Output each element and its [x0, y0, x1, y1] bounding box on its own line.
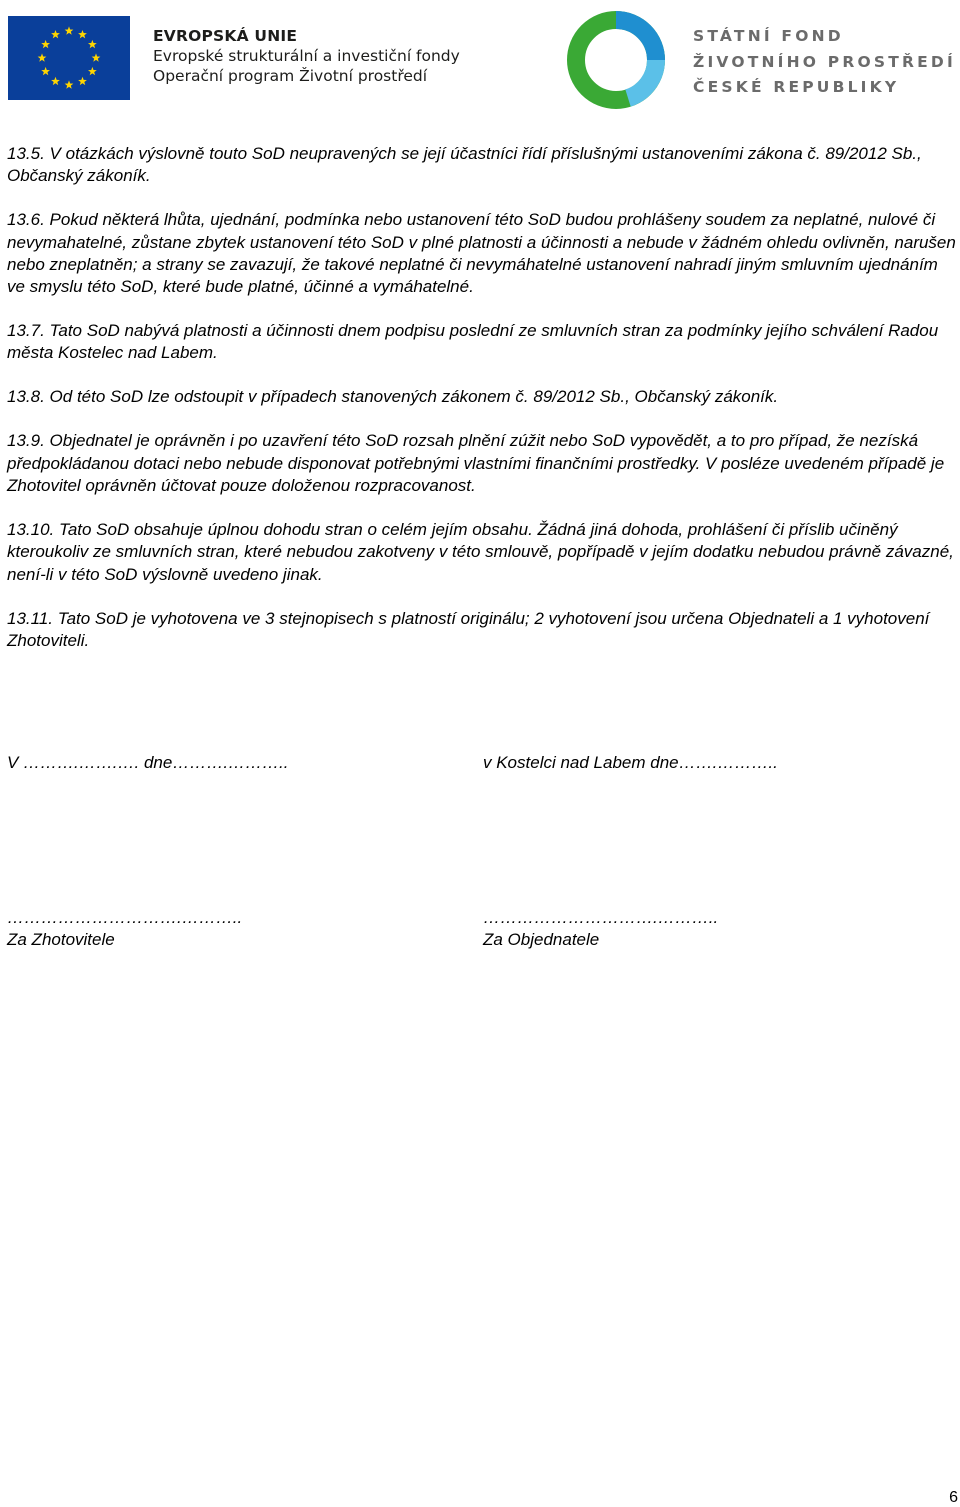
clause-text: Objednatel je oprávněn i po uzavření této SoD rozsah plnění zúžit nebo SoD vypovědět, a to pro případ, že nezíská předpokládanou dotaci nebo nebude disponovat potřebnými vlastními finančními prostředky. V posléze uvedeném případě je Zhotovitel oprávněn účtovat pouze doloženou rozpracovanost. — [7, 431, 945, 496]
page-number: 6 — [949, 1489, 958, 1506]
eu-title: EVROPSKÁ UNIE — [153, 27, 298, 45]
sfzp-ring-logo — [566, 10, 666, 110]
eu-logo-text — [153, 27, 460, 86]
signature-label-client: Za Objednatele — [483, 930, 600, 949]
clause-13-10 — [7, 519, 957, 586]
clause-text: V otázkách výslovně touto SoD neupravených se její účastníci řídí příslušnými ustanoveními zákona č. 89/2012 Sb., Občanský zákoník. — [7, 144, 922, 186]
place-date-client: v Kostelci nad Labem dne…….……….. — [483, 753, 778, 772]
clause-number: 13.6. — [7, 210, 45, 230]
clause-number: 13.11. — [7, 608, 54, 628]
clause-text: Od této SoD lze odstoupit v případech stanovených zákonem č. 89/2012 Sb., Občanský zákoník. — [49, 387, 779, 407]
eu-subtitle: Evropské strukturální a investiční fondy — [153, 47, 460, 65]
signature-line-contractor: ………………………….……….. — [7, 908, 243, 927]
clause-13-11 — [7, 608, 957, 653]
clause-number: 13.5. — [7, 144, 45, 163]
clause-text: Tato SoD nabývá platnosti a účinnosti dnem podpisu poslední ze smluvních stran za podmínky jejího schválení Radou města Kostelec nad Labem. — [7, 321, 939, 363]
clause-text: Tato SoD je vyhotovena ve 3 stejnopisech s platností originálu; 2 vyhotovení jsou určena Objednateli a 1 vyhotovení Zhotoviteli. — [7, 608, 930, 650]
eu-program: Operační program Životní prostředí — [153, 67, 428, 85]
signature-line-client: ………………………….……….. — [483, 908, 719, 927]
place-date-contractor: V ……….…….…. dne……….……….. — [7, 753, 289, 772]
sfzp-logo-text — [693, 24, 956, 101]
clause-text: Tato SoD obsahuje úplnou dohodu stran o celém jejím obsahu. Žádná jiná dohoda, prohlášení či příslib učiněný kteroukoliv ze smluvních stran, které nebudou zakotveny v této smlouvě, popřípadě v jejím dodatku nebudou právně závazné, není-li v této SoD výslovně uvedeno jinak. — [7, 520, 954, 584]
clause-13-7 — [7, 320, 957, 365]
clause-text: Pokud některá lhůta, ujednání, podmínka nebo ustanovení této SoD budou prohlášeny soudem za neplatné, nulové či nevymahatelné, zůstane zbytek ustanovení této SoD v plné platnosti a účinnosti a nebude v žádném ohledu ovlivněn, narušen nebo zneplatněn; a strany se zavazují, že takové neplatné či nevymáhatelné ustanovení nahradí jiným smluvním ujednáním ve smyslu této SoD, které bude platné, účinné a vymáhatelné. — [7, 210, 956, 297]
clause-number: 13.10. — [7, 520, 55, 539]
clause-number: 13.8. — [7, 387, 45, 407]
sfzp-line-3: ČESKÉ REPUBLIKY — [693, 78, 900, 96]
sfzp-line-1: STÁTNÍ FOND — [693, 27, 844, 45]
clause-13-6 — [7, 209, 957, 298]
clause-13-8 — [7, 386, 957, 408]
eu-flag-logo — [8, 16, 130, 100]
clause-13-9 — [7, 430, 957, 497]
contract-body — [7, 143, 957, 674]
clause-number: 13.9. — [7, 431, 45, 451]
clause-13-5 — [7, 143, 957, 188]
clause-number: 13.7. — [7, 321, 45, 341]
sfzp-line-2: ŽIVOTNÍHO PROSTŘEDÍ — [693, 52, 956, 71]
signature-label-contractor: Za Zhotovitele — [7, 930, 115, 949]
